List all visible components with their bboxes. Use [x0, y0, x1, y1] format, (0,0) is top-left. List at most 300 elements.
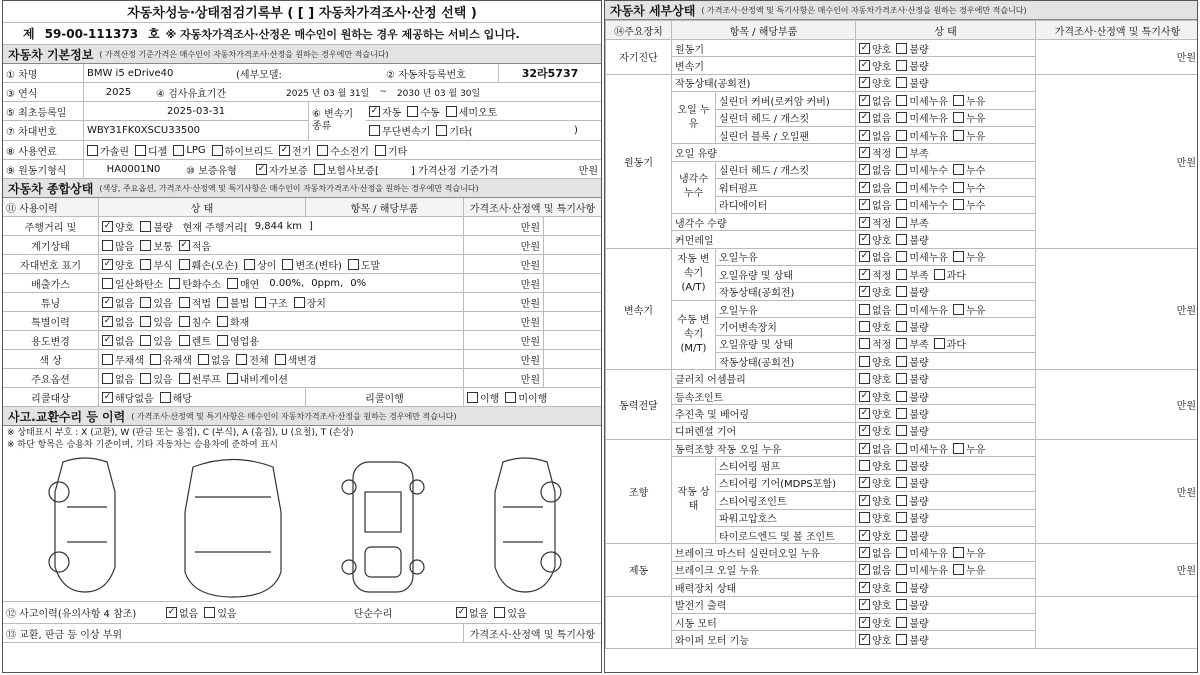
checkbox[interactable]: ✓ — [103, 258, 112, 269]
summary-option-2[interactable] — [179, 257, 238, 272]
detail-option-0[interactable] — [859, 93, 891, 108]
checkbox[interactable] — [896, 582, 907, 593]
detail-option-1[interactable] — [896, 545, 948, 560]
checkbox[interactable] — [896, 617, 907, 628]
warranty-option-1[interactable] — [314, 162, 379, 177]
detail-option-1[interactable] — [896, 93, 948, 108]
summary-option-4[interactable] — [255, 295, 287, 310]
checkbox[interactable]: ✓ — [860, 42, 869, 53]
checkbox[interactable]: ✓ — [457, 607, 466, 617]
car-right-side-diagram — [495, 458, 561, 592]
detail-option-0[interactable] — [859, 180, 891, 195]
detail-option-1[interactable] — [896, 319, 928, 334]
checkbox[interactable]: ✓ — [860, 425, 869, 436]
summary-option-0[interactable] — [102, 333, 134, 348]
detail-option-2[interactable] — [953, 545, 985, 560]
checkbox[interactable]: ✓ — [860, 268, 869, 279]
checkbox[interactable] — [896, 43, 907, 54]
transmission2-option-1[interactable] — [436, 123, 472, 138]
checkbox[interactable] — [896, 564, 907, 575]
summary-row — [3, 312, 601, 331]
simple-option-0[interactable] — [456, 605, 488, 620]
checkbox[interactable] — [934, 338, 945, 349]
checkbox[interactable] — [140, 221, 151, 232]
checkbox[interactable] — [369, 125, 380, 136]
checkbox[interactable] — [255, 297, 266, 308]
summary-option-5[interactable] — [348, 257, 380, 272]
checkbox[interactable] — [896, 634, 907, 645]
detail-option-0[interactable] — [859, 493, 891, 508]
checkbox[interactable] — [179, 335, 190, 346]
checkbox[interactable] — [102, 240, 113, 251]
detail-option-0[interactable] — [859, 58, 891, 73]
detail-option-0[interactable] — [859, 545, 891, 560]
detail-option-0[interactable] — [859, 75, 891, 90]
summary-option-0[interactable] — [102, 371, 134, 386]
checkbox[interactable] — [198, 354, 209, 365]
detail-option-1[interactable] — [896, 336, 928, 351]
detail-option-0[interactable] — [859, 406, 891, 421]
detail-option-1[interactable] — [896, 597, 928, 612]
checkbox[interactable]: ✓ — [860, 616, 869, 627]
detail-option-1[interactable] — [896, 406, 928, 421]
checkbox[interactable]: ✓ — [280, 144, 289, 155]
simple-option-1[interactable] — [494, 605, 526, 620]
summary-option-0[interactable] — [102, 314, 134, 329]
checkbox[interactable] — [896, 269, 907, 280]
detail-option-0[interactable] — [859, 284, 891, 299]
detail-option-1[interactable] — [896, 528, 928, 543]
checkbox[interactable] — [896, 425, 907, 436]
detail-option-0[interactable] — [859, 249, 891, 264]
summary-option-2[interactable] — [179, 295, 211, 310]
detail-option-1[interactable] — [896, 354, 928, 369]
checkbox[interactable] — [896, 443, 907, 454]
summary-option-3[interactable] — [217, 295, 249, 310]
checkbox[interactable] — [859, 338, 870, 349]
detail-option-0[interactable] — [859, 145, 891, 160]
detail-option-2[interactable] — [953, 197, 985, 212]
checkbox[interactable] — [953, 547, 964, 558]
detail-option-1[interactable] — [896, 145, 928, 160]
detail-option-1[interactable] — [896, 232, 928, 247]
checkbox[interactable] — [140, 259, 151, 270]
checkbox[interactable] — [896, 130, 907, 141]
summary-option-3[interactable] — [217, 333, 259, 348]
detail-option-1[interactable] — [896, 493, 928, 508]
summary-option-4[interactable] — [282, 257, 341, 272]
checkbox[interactable]: ✓ — [103, 334, 112, 345]
detail-option-1[interactable] — [896, 389, 928, 404]
checkbox[interactable]: ✓ — [860, 164, 869, 175]
detail-option-2[interactable] — [953, 162, 985, 177]
summary-option-1[interactable] — [140, 295, 172, 310]
validity-tilde: ~ — [379, 87, 387, 97]
detail-option-0[interactable] — [859, 232, 891, 247]
detail-option-0[interactable] — [859, 302, 891, 317]
checkbox[interactable] — [179, 259, 190, 270]
checkbox[interactable] — [227, 373, 238, 384]
detail-option-0[interactable] — [859, 475, 891, 490]
summary-option-1[interactable] — [140, 219, 172, 234]
checkbox[interactable] — [896, 217, 907, 228]
summary-option-0[interactable] — [102, 352, 144, 367]
checkbox[interactable] — [294, 297, 305, 308]
checkbox[interactable] — [217, 316, 228, 327]
detail-option-0[interactable] — [859, 319, 891, 334]
checkbox[interactable] — [212, 145, 223, 156]
checkbox[interactable] — [896, 147, 907, 158]
checkbox[interactable] — [227, 278, 238, 289]
transmission-option-2[interactable] — [446, 104, 498, 119]
checkbox[interactable] — [896, 460, 907, 471]
checkbox[interactable] — [896, 234, 907, 245]
checkbox[interactable] — [179, 373, 190, 384]
transmission-option-0[interactable] — [369, 104, 401, 119]
detail-option-1[interactable] — [896, 215, 928, 230]
checkbox[interactable]: ✓ — [860, 390, 869, 401]
detail-option-0[interactable] — [859, 110, 891, 125]
summary-option-1[interactable] — [150, 352, 192, 367]
fuel-option-2[interactable] — [173, 145, 205, 156]
summary-option-2[interactable] — [227, 276, 259, 291]
checkbox[interactable] — [953, 130, 964, 141]
checkbox[interactable] — [179, 297, 190, 308]
checkbox[interactable] — [953, 112, 964, 123]
checkbox[interactable] — [436, 125, 447, 136]
summary-option-0[interactable] — [102, 295, 134, 310]
checkbox[interactable] — [140, 335, 151, 346]
detail-option-0[interactable] — [859, 597, 891, 612]
detail-item: 오일 유량 — [672, 144, 856, 161]
warranty-option-0[interactable] — [256, 162, 308, 177]
checkbox[interactable] — [896, 530, 907, 541]
detail-option-0[interactable] — [859, 354, 891, 369]
summary-option-0[interactable] — [102, 257, 134, 272]
fuel-option-3[interactable] — [212, 143, 273, 158]
checkbox[interactable] — [896, 338, 907, 349]
col-state: 상 태 — [856, 21, 1036, 40]
detail-option-0[interactable] — [859, 423, 891, 438]
checkbox[interactable] — [150, 354, 161, 365]
summary-option-1[interactable] — [140, 257, 172, 272]
summary-option-5[interactable] — [294, 295, 326, 310]
checkbox[interactable] — [859, 356, 870, 367]
fuel-option-6[interactable] — [375, 143, 407, 158]
checkbox[interactable]: ✓ — [860, 251, 869, 262]
checkbox[interactable]: ✓ — [180, 239, 188, 250]
checkbox[interactable] — [140, 240, 151, 251]
detail-option-2[interactable] — [953, 128, 985, 143]
recall-option-1[interactable] — [160, 390, 192, 405]
summary-option-2[interactable] — [179, 333, 211, 348]
detail-option-2[interactable] — [953, 441, 985, 456]
checkbox[interactable]: ✓ — [860, 442, 869, 453]
checkbox[interactable] — [282, 259, 293, 270]
checkbox[interactable]: ✓ — [860, 494, 869, 505]
checkbox[interactable] — [896, 512, 907, 523]
checkbox[interactable] — [896, 286, 907, 297]
summary-option-4[interactable] — [275, 352, 317, 367]
fuel-option-0[interactable] — [87, 143, 129, 158]
checkbox[interactable] — [896, 95, 907, 106]
detail-option-0[interactable] — [859, 389, 891, 404]
checkbox[interactable] — [140, 297, 151, 308]
checkbox[interactable] — [953, 304, 964, 315]
detail-option-1[interactable] — [896, 284, 928, 299]
checkbox[interactable] — [896, 391, 907, 402]
detail-option-1[interactable] — [896, 615, 928, 630]
detail-option-1[interactable] — [896, 180, 948, 195]
checkbox[interactable] — [896, 373, 907, 384]
detail-option-2[interactable] — [953, 562, 985, 577]
accident-legend — [3, 426, 601, 452]
checkbox[interactable]: ✓ — [103, 220, 112, 231]
group-price-unit: 만원 — [1036, 544, 1199, 596]
checkbox[interactable] — [896, 495, 907, 506]
checkbox[interactable] — [896, 321, 907, 332]
summary-option-2[interactable] — [179, 238, 211, 253]
checkbox[interactable] — [896, 164, 907, 175]
detail-option-0[interactable] — [859, 128, 891, 143]
detail-option-1[interactable] — [896, 475, 928, 490]
checkbox[interactable] — [173, 145, 184, 156]
summary-option-2[interactable] — [198, 352, 230, 367]
recall-option-0[interactable] — [102, 390, 154, 405]
detail-option-1[interactable] — [896, 371, 928, 386]
fuel-option-4[interactable] — [279, 143, 311, 158]
checkbox[interactable] — [505, 392, 516, 403]
detail-option-1[interactable] — [896, 632, 928, 647]
detail-option-1[interactable] — [896, 510, 928, 525]
detail-option-1[interactable] — [896, 75, 928, 90]
checkbox[interactable]: ✓ — [860, 581, 869, 592]
checkbox[interactable]: ✓ — [860, 129, 869, 140]
detail-option-0[interactable] — [859, 510, 891, 525]
detail-option-0[interactable] — [859, 267, 891, 282]
checkbox[interactable] — [102, 373, 113, 384]
checkbox[interactable]: ✓ — [860, 547, 869, 558]
checkbox[interactable]: ✓ — [103, 391, 112, 402]
detail-option-0[interactable] — [859, 580, 891, 595]
checkbox[interactable] — [896, 112, 907, 123]
detail-option-1[interactable] — [896, 562, 948, 577]
fuel-option-1[interactable] — [135, 143, 167, 158]
summary-option-3[interactable] — [244, 257, 276, 272]
checkbox[interactable] — [102, 278, 113, 289]
checkbox[interactable] — [179, 316, 190, 327]
detail-option-1[interactable] — [896, 580, 928, 595]
transmission-option-1[interactable] — [407, 104, 439, 119]
checkbox[interactable] — [953, 182, 964, 193]
checkbox[interactable] — [217, 335, 228, 346]
group-price-unit: 만원 — [1036, 248, 1199, 370]
checkbox[interactable] — [896, 547, 907, 558]
detail-option-1[interactable] — [896, 441, 948, 456]
checkbox[interactable] — [859, 460, 870, 471]
summary-header — [3, 179, 601, 198]
summary-option-1[interactable] — [169, 276, 221, 291]
checkbox[interactable] — [375, 145, 386, 156]
checkbox[interactable] — [953, 164, 964, 175]
option-label: 누수 — [965, 183, 986, 195]
checkbox[interactable]: ✓ — [860, 216, 869, 227]
summary-option-0[interactable] — [102, 219, 134, 234]
detail-option-1[interactable] — [896, 249, 948, 264]
summary-option-3[interactable] — [217, 314, 249, 329]
summary-row — [3, 369, 601, 388]
detail-option-0[interactable] — [859, 371, 891, 386]
recall2-option-0[interactable] — [467, 390, 499, 405]
detail-option-2[interactable] — [953, 93, 985, 108]
checkbox[interactable]: ✓ — [860, 112, 869, 123]
checkbox[interactable] — [160, 392, 171, 403]
checkbox[interactable] — [446, 106, 457, 117]
summary-option-1[interactable] — [140, 333, 172, 348]
detail-option-0[interactable] — [859, 632, 891, 647]
checkbox[interactable]: ✓ — [860, 564, 869, 575]
summary-row — [3, 217, 601, 236]
summary-option-1[interactable] — [140, 314, 172, 329]
summary-option-0[interactable] — [102, 238, 134, 253]
checkbox[interactable] — [896, 477, 907, 488]
checkbox[interactable]: ✓ — [860, 633, 869, 644]
checkbox[interactable]: ✓ — [860, 233, 869, 244]
checkbox[interactable] — [953, 95, 964, 106]
detail-option-0[interactable] — [859, 458, 891, 473]
checkbox[interactable] — [896, 408, 907, 419]
detail-option-0[interactable] — [859, 336, 891, 351]
option-label: 불량 — [909, 62, 929, 74]
checkbox[interactable] — [204, 607, 215, 618]
checkbox[interactable]: ✓ — [860, 147, 869, 158]
checkbox[interactable] — [407, 106, 418, 117]
checkbox[interactable] — [87, 145, 98, 156]
history-option-0[interactable] — [166, 605, 198, 620]
recall2-option-1[interactable] — [505, 390, 547, 405]
detail-option-2[interactable] — [934, 336, 966, 351]
checkbox[interactable] — [169, 278, 180, 289]
summary-option-1[interactable] — [140, 371, 172, 386]
checkbox[interactable] — [236, 354, 247, 365]
summary-option-3[interactable] — [236, 352, 268, 367]
checkbox[interactable] — [135, 145, 146, 156]
summary-option-2[interactable] — [179, 371, 221, 386]
detail-option-1[interactable] — [896, 267, 928, 282]
checkbox[interactable] — [494, 607, 505, 618]
checkbox[interactable] — [217, 297, 228, 308]
checkbox[interactable] — [896, 356, 907, 367]
detail-option-1[interactable] — [896, 41, 928, 56]
detail-option-1[interactable] — [896, 458, 928, 473]
checkbox[interactable]: ✓ — [860, 199, 869, 210]
checkbox[interactable] — [896, 182, 907, 193]
checkbox[interactable] — [859, 321, 870, 332]
checkbox[interactable] — [896, 199, 907, 210]
detail-option-0[interactable] — [859, 441, 891, 456]
detail-option-0[interactable] — [859, 615, 891, 630]
detail-option-1[interactable] — [896, 162, 948, 177]
checkbox[interactable]: ✓ — [860, 477, 869, 488]
summary-option-3[interactable] — [227, 371, 288, 386]
group-price-unit: 만원 — [1036, 439, 1199, 543]
detail-option-2[interactable] — [953, 302, 985, 317]
checkbox[interactable]: ✓ — [103, 296, 112, 307]
detail-option-1[interactable] — [896, 58, 928, 73]
detail-option-2[interactable] — [953, 110, 985, 125]
checkbox[interactable] — [953, 564, 964, 575]
checkbox[interactable] — [859, 373, 870, 384]
checkbox[interactable] — [859, 304, 870, 315]
checkbox[interactable]: ✓ — [860, 60, 869, 71]
checkbox[interactable] — [896, 251, 907, 262]
detail-option-1[interactable] — [896, 197, 948, 212]
detail-option-1[interactable] — [896, 423, 928, 438]
checkbox[interactable]: ✓ — [860, 529, 869, 540]
checkbox[interactable] — [859, 512, 870, 523]
detail-option-0[interactable] — [859, 41, 891, 56]
checkbox[interactable]: ✓ — [167, 607, 176, 617]
checkbox[interactable] — [275, 354, 286, 365]
checkbox[interactable] — [896, 599, 907, 610]
checkbox[interactable]: ✓ — [370, 105, 379, 116]
checkbox[interactable] — [896, 60, 907, 71]
summary-option-1[interactable] — [140, 238, 172, 253]
detail-option-1[interactable] — [896, 110, 948, 125]
checkbox[interactable] — [244, 259, 255, 270]
history-option-1[interactable] — [204, 605, 236, 620]
transmission2-option-0[interactable] — [369, 123, 430, 138]
checkbox[interactable]: ✓ — [257, 163, 266, 174]
checkbox[interactable] — [102, 354, 113, 365]
checkbox[interactable] — [953, 199, 964, 210]
checkbox[interactable]: ✓ — [860, 94, 869, 105]
checkbox[interactable]: ✓ — [860, 599, 869, 610]
checkbox[interactable] — [140, 373, 151, 384]
checkbox[interactable]: ✓ — [860, 286, 869, 297]
checkbox[interactable] — [953, 251, 964, 262]
checkbox[interactable] — [896, 77, 907, 88]
fuel-option-5[interactable] — [317, 143, 369, 158]
detail-option-2[interactable] — [953, 249, 985, 264]
detail-option-0[interactable] — [859, 215, 891, 230]
detail-option-0[interactable] — [859, 162, 891, 177]
detail-option-1[interactable] — [896, 302, 948, 317]
summary-option-2[interactable] — [179, 314, 211, 329]
checkbox[interactable] — [896, 304, 907, 315]
checkbox[interactable] — [934, 269, 945, 280]
checkbox[interactable]: ✓ — [860, 77, 869, 88]
checkbox[interactable]: ✓ — [860, 407, 869, 418]
option-label: 미이행 — [518, 393, 548, 405]
summary-option-0[interactable] — [102, 276, 163, 291]
checkbox[interactable] — [140, 316, 151, 327]
checkbox[interactable] — [314, 164, 325, 175]
checkbox[interactable]: ✓ — [103, 315, 112, 326]
checkbox[interactable] — [317, 145, 328, 156]
detail-option-0[interactable] — [859, 528, 891, 543]
checkbox[interactable] — [467, 392, 478, 403]
detail-option-2[interactable] — [953, 180, 985, 195]
detail-option-1[interactable] — [896, 128, 948, 143]
checkbox[interactable]: ✓ — [860, 181, 869, 192]
checkbox[interactable] — [953, 443, 964, 454]
detail-option-0[interactable] — [859, 562, 891, 577]
checkbox[interactable] — [348, 259, 359, 270]
detail-option-2[interactable] — [934, 267, 966, 282]
detail-row — [606, 370, 1199, 387]
detail-option-0[interactable] — [859, 197, 891, 212]
